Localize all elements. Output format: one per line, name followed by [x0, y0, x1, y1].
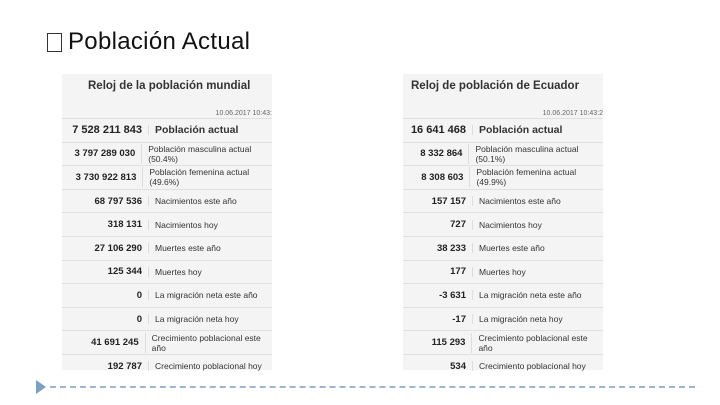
row-label: Población actual	[148, 125, 238, 135]
row-label: La migración neta hoy	[472, 314, 563, 324]
slide-title: Población Actual	[68, 28, 251, 55]
row-label: Crecimiento poblacional este año	[471, 333, 603, 353]
table-row	[403, 212, 603, 236]
row-value: 115 293	[431, 337, 466, 349]
table-row	[62, 236, 272, 260]
row-label: Muertes este año	[472, 243, 545, 253]
row-value: 177	[450, 266, 466, 278]
world-population-clock	[62, 74, 272, 370]
table-row	[403, 189, 603, 213]
row-label: Crecimiento poblacional hoy	[148, 361, 262, 371]
row-label: La migración neta este año	[148, 290, 258, 300]
row-value: 192 787	[107, 360, 142, 372]
table-row	[62, 212, 272, 236]
row-value: 0	[136, 289, 142, 301]
row-label: Población femenina actual (49.9%)	[469, 167, 603, 187]
row-value: 3 730 922 813	[75, 171, 137, 183]
row-label: Crecimiento poblacional hoy	[472, 361, 586, 371]
row-value: 318 131	[107, 219, 142, 231]
row-label: Nacimientos este año	[148, 196, 237, 206]
row-value: 125 344	[107, 266, 142, 278]
table-row	[403, 307, 603, 331]
slide-heading	[47, 28, 250, 56]
row-label: La migración neta este año	[472, 290, 582, 300]
row-value: 727	[450, 219, 466, 231]
row-value: 8 308 603	[421, 171, 464, 183]
world-clock-timestamp: 10.06.2017 10:43:	[215, 110, 272, 117]
table-row	[62, 330, 272, 354]
row-label: Nacimientos hoy	[472, 220, 542, 230]
ecuador-clock-timestamp: 10.06.2017 10:43:2	[542, 110, 603, 117]
table-row	[403, 118, 603, 142]
row-label: La migración neta hoy	[148, 314, 239, 324]
table-row	[403, 330, 603, 354]
row-value: 41 691 245	[91, 337, 139, 349]
row-label: Población masculina actual (50.1%)	[468, 144, 603, 164]
row-value: 8 332 864	[420, 148, 463, 160]
row-label: Muertes este año	[148, 243, 221, 253]
ecuador-clock-table	[403, 118, 603, 378]
table-row	[62, 283, 272, 307]
row-value: 16 641 468	[410, 124, 466, 137]
row-label: Crecimiento poblacional este año	[145, 333, 272, 353]
row-value: 38 233	[436, 242, 466, 254]
table-row	[403, 260, 603, 284]
row-value: 27 106 290	[94, 242, 142, 254]
row-label: Nacimientos este año	[472, 196, 561, 206]
row-label: Nacimientos hoy	[148, 220, 218, 230]
table-row	[403, 354, 603, 378]
row-value: 68 797 536	[94, 195, 142, 207]
ecuador-population-clock	[403, 74, 603, 370]
row-value: 3 797 289 030	[74, 148, 136, 160]
row-value: -17	[452, 313, 466, 325]
table-row	[62, 165, 272, 189]
table-row	[62, 142, 272, 166]
table-row	[403, 142, 603, 166]
row-label: Muertes hoy	[472, 267, 526, 277]
world-clock-title: Reloj de la población mundial	[88, 80, 251, 92]
checkbox-icon	[47, 33, 62, 52]
dashed-divider	[50, 386, 695, 388]
table-row	[62, 189, 272, 213]
row-value: 534	[450, 360, 466, 372]
row-value: 157 157	[431, 195, 466, 207]
row-value: 7 528 211 843	[72, 124, 142, 137]
table-row	[403, 236, 603, 260]
ecuador-clock-title: Reloj de población de Ecuador	[411, 80, 580, 92]
row-value: -3 631	[439, 289, 466, 301]
table-row	[62, 118, 272, 142]
row-label: Población femenina actual (49.6%)	[142, 167, 272, 187]
row-label: Población actual	[472, 125, 562, 135]
triangle-bullet-icon	[36, 380, 46, 394]
world-clock-table	[62, 118, 272, 378]
table-row	[62, 354, 272, 378]
table-row	[62, 260, 272, 284]
table-row	[403, 165, 603, 189]
row-label: Población masculina actual (50.4%)	[141, 144, 272, 164]
table-row	[62, 307, 272, 331]
table-row	[403, 283, 603, 307]
row-value: 0	[136, 313, 142, 325]
row-label: Muertes hoy	[148, 267, 202, 277]
slide-footer	[36, 380, 46, 394]
